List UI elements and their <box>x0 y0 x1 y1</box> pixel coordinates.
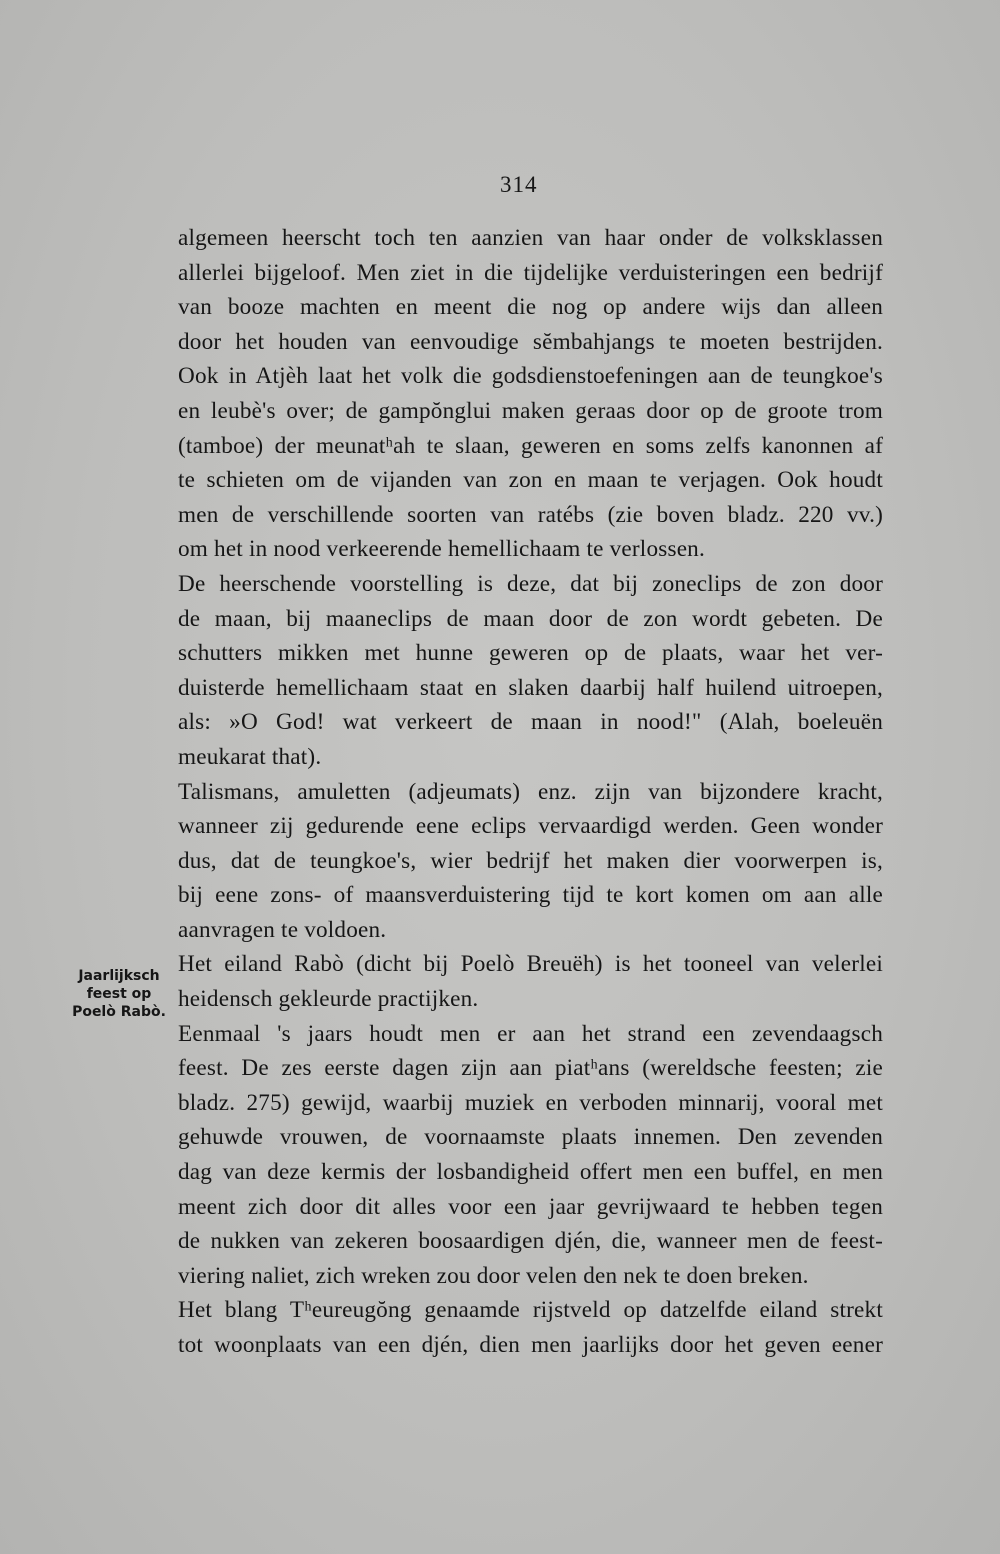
text-line: om het in nood verkeerende hemellichaam te verlossen. <box>178 536 705 563</box>
text-line: Talismans, amuletten (adjeumats) enz. zijn van bijzondere kracht, <box>178 778 883 805</box>
text-line: feest. De zes eerste dagen zijn aan piatʰans (wereldsche feesten; zie <box>178 1055 883 1082</box>
text-line: viering naliet, zich wreken zou door velen den nek te doen breken. <box>178 1262 809 1289</box>
text-line: Het eiland Rabò (dicht bij Poelò Breuëh) is het tooneel van velerlei <box>178 951 883 978</box>
text-line: bij eene zons- of maansverduistering tijd te kort komen om aan alle <box>178 882 883 909</box>
text-line: (tamboe) der meunatʰah te slaan, geweren en soms zelfs kanonnen af <box>178 432 883 459</box>
text-line: Eenmaal 's jaars houdt men er aan het strand een zevendaagsch <box>178 1020 883 1047</box>
text-line: de maan, bij maaneclips de maan door de zon wordt gebeten. De <box>178 605 883 632</box>
text-line: dus, dat de teungkoe's, wier bedrijf het maken dier voorwerpen is, <box>178 847 883 874</box>
text-line: van booze machten en meent die nog op andere wijs dan alleen <box>178 294 883 321</box>
text-line: door het houden van eenvoudige sĕmbahjangs te moeten bestrijden. <box>178 328 883 355</box>
text-line: als: »O God! wat verkeert de maan in nood!" (Alah, boeleuën <box>178 709 883 736</box>
text-line: heidensch gekleurde practijken. <box>178 986 479 1013</box>
body-text <box>178 221 883 1363</box>
text-line: aanvragen te voldoen. <box>178 916 387 943</box>
marginal-note-line: Poelò Rabò. <box>72 1004 166 1020</box>
text-line: wanneer zij gedurende eene eclips vervaardigd werden. Geen wonder <box>178 813 883 840</box>
text-line: Ook in Atjèh laat het volk die godsdienstoefeningen aan de teungkoe's <box>178 363 883 390</box>
text-line: allerlei bijgeloof. Men ziet in die tijdelijke verduisteringen een bedrijf <box>178 259 883 286</box>
text-line: schutters mikken met hunne geweren op de plaats, waar het ver- <box>178 640 883 667</box>
marginal-note-line: Jaarlijksch <box>78 968 160 984</box>
marginal-note-line: feest op <box>86 986 152 1002</box>
text-line: de nukken van zekeren boosaardigen djén, die, wanneer men de feest- <box>178 1228 883 1255</box>
text-line: dag van deze kermis der losbandigheid offert men een buffel, en men <box>178 1159 883 1186</box>
text-line: men de verschillende soorten van ratébs (zie boven bladz. 220 vv.) <box>178 501 883 528</box>
marginal-note <box>58 967 180 1021</box>
page-number: 314 <box>500 172 538 197</box>
text-line: en leubè's over; de gampŏnglui maken geraas door op de groote trom <box>178 397 883 424</box>
text-line: te schieten om de vijanden van zon en maan te verjagen. Ook houdt <box>178 467 883 494</box>
text-line: gehuwde vrouwen, de voornaamste plaats innemen. Den zevenden <box>178 1124 883 1151</box>
text-line: meent zich door dit alles voor een jaar gevrijwaard te hebben tegen <box>178 1193 883 1220</box>
text-line: tot woonplaats van een djén, dien men jaarlijks door het geven eener <box>178 1332 883 1358</box>
text-line: Het blang Tʰeureugŏng genaamde rijstveld op datzelfde eiland strekt <box>178 1297 883 1324</box>
text-line: algemeen heerscht toch ten aanzien van haar onder de volksklassen <box>178 225 883 251</box>
text-line: De heerschende voorstelling is deze, dat bij zoneclips de zon door <box>178 570 883 597</box>
text-line: duisterde hemellichaam staat en slaken daarbij half huilend uitroepen, <box>178 674 883 701</box>
text-line: bladz. 275) gewijd, waarbij muziek en verboden minnarij, vooral met <box>178 1089 883 1116</box>
text-line: meukarat that). <box>178 743 322 770</box>
